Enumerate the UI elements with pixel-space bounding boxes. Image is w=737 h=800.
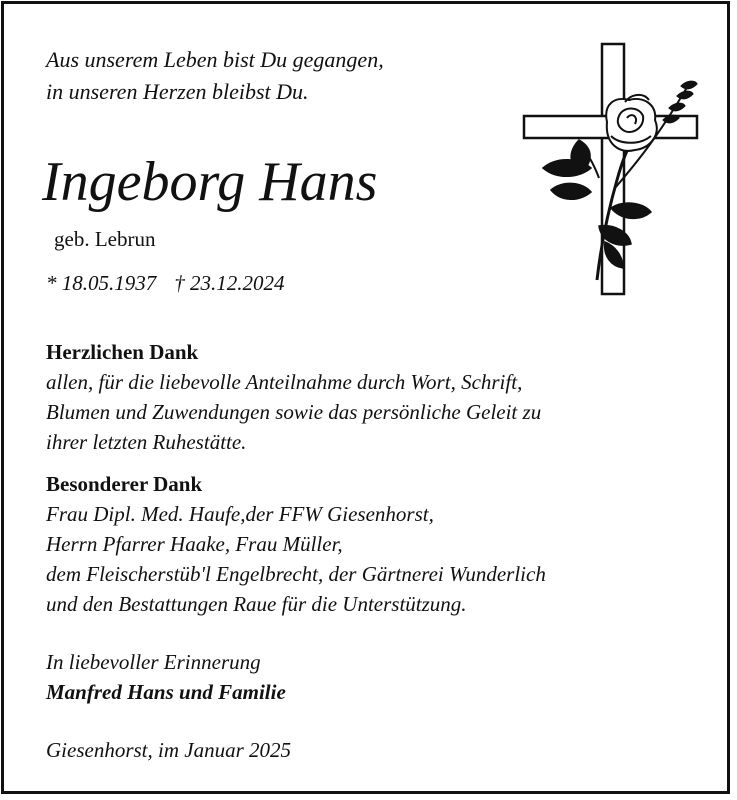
special-line-1: Frau Dipl. Med. Haufe,der FFW Giesenhorst, xyxy=(46,502,434,526)
deceased-name: Ingeborg Hans xyxy=(42,151,378,213)
memory-line: In liebevoller Erinnerung xyxy=(46,650,261,674)
special-thanks-heading: Besonderer Dank xyxy=(46,472,203,496)
death-date: † 23.12.2024 xyxy=(174,271,285,295)
thanks-line-1: allen, für die liebevolle Anteilnahme durch Wort, Schrift, xyxy=(46,370,523,394)
thanks-heading: Herzlichen Dank xyxy=(46,340,199,364)
obituary-notice xyxy=(1,1,730,794)
birth-name: geb. Lebrun xyxy=(54,227,156,251)
life-dates xyxy=(46,268,285,298)
birth-date: * 18.05.1937 xyxy=(46,271,157,295)
thanks-line-3: ihrer letzten Ruhestätte. xyxy=(46,430,247,454)
thanks-line-2: Blumen und Zuwendungen sowie das persönliche Geleit zu xyxy=(46,400,542,424)
mourners: Manfred Hans und Familie xyxy=(46,680,286,704)
special-line-2: Herrn Pfarrer Haake, Frau Müller, xyxy=(46,532,343,556)
special-line-4: und den Bestattungen Raue für die Unterstützung. xyxy=(46,592,467,616)
place-date: Giesenhorst, im Januar 2025 xyxy=(46,738,291,762)
special-line-3: dem Fleischerstüb'l Engelbrecht, der Gärtnerei Wunderlich xyxy=(46,562,546,586)
verse-line-2: in unseren Herzen bleibst Du. xyxy=(46,79,309,104)
cross-with-rose-icon xyxy=(519,40,704,300)
verse-line-1: Aus unserem Leben bist Du gegangen, xyxy=(46,47,384,72)
